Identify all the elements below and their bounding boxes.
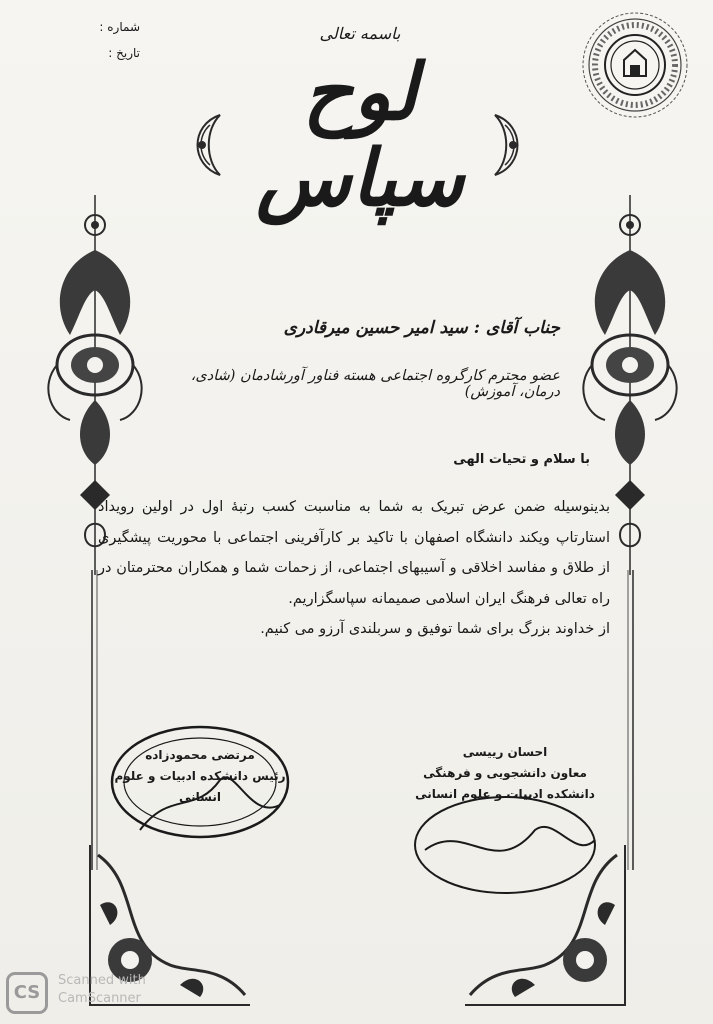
title-right-ornament-icon: [485, 110, 535, 180]
certificate-body: [98, 492, 610, 645]
number-label: شماره :: [99, 20, 140, 34]
signer-right-title-2: دانشکده ادبیات و علوم انسانی: [415, 787, 595, 801]
body-paragraph-closing: از خداوند بزرگ برای شما توفیق و سربلندی آرزو می کنیم.: [260, 621, 610, 637]
signer-left-name: مرتضی محمودزاده: [145, 748, 255, 762]
bottom-right-corner-ornament-icon: [465, 845, 635, 1015]
header-meta: [70, 14, 140, 66]
body-paragraph-main: بدینوسیله ضمن عرض تبریک به شما به مناسبت کسب رتبهٔ اول در اولین رویداد استارتاپ ویکند دانشگاه اصفهان با تاکید بر کارآفرینی اجتماعی با محوریت پیشگیری از طلاق و مفاسد اخلاقی و آسیبهای اجتماعی، از زحمات شما و همکاران محترمتان در راه تعالی فرهنگ ایران اسلامی صمیمانه سپاسگزاریم.: [98, 499, 610, 607]
date-label: تاریخ :: [108, 46, 140, 60]
signer-right-title-1: معاون دانشجویی و فرهنگی: [423, 766, 587, 780]
recipient-role: عضو محترم کارگروه اجتماعی هسته فناور آورشادمان (شادی، درمان، آموزش): [190, 368, 560, 400]
signature-right: [400, 742, 610, 805]
camscanner-watermark: [58, 972, 146, 1008]
signer-right-name: احسان رییسی: [462, 745, 548, 759]
signer-left-title: رئیس دانشکده ادبیات و علوم انسانی: [114, 769, 286, 804]
watermark-line-1: Scanned with: [58, 973, 146, 988]
signature-left: [95, 745, 305, 808]
camscanner-logo: CS: [6, 972, 48, 1014]
certificate-title: لوح سپاس: [256, 47, 464, 224]
greeting: با سلام و تحیات الهی: [453, 452, 590, 467]
basmala: باسمه تعالی: [319, 24, 401, 43]
right-border-line: [624, 570, 638, 870]
recipient-name: جناب آقای : سید امیر حسین میرقادری: [283, 318, 560, 338]
title-left-ornament-icon: [180, 110, 230, 180]
university-seal-icon: [580, 10, 690, 120]
recipient-block: [150, 318, 560, 400]
watermark-line-2: CamScanner: [58, 991, 141, 1006]
